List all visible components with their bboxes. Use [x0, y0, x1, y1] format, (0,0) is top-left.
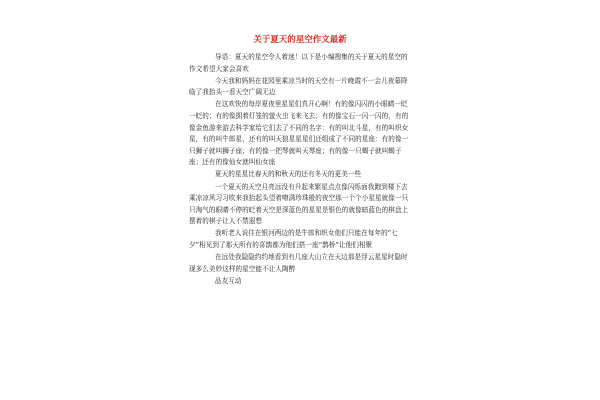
- paragraph: 今天我和妈妈在花园里乘凉当时的天空有一片晚霞不一会儿夜幕降临了我抬头一看天空广阔无边: [189, 76, 408, 97]
- document-title: 关于夏天的星空作文最新: [253, 35, 347, 45]
- paragraph: 夏天的星星比春天的和秋天的还有冬天的更美一些: [215, 170, 362, 179]
- paragraph: 一个夏天的天空月亮远没有升起来繁星点点像闪烁面我跑到楼下去乘凉凉风习习吹来我抬起头望着嘹满珍珠般的夜空那一个个小星星就像一只只淘气的眼睛不停的眨着天空是深蓝色的星星是银色的就像暗蓝色的棋盘上摆着的棋子让人不禁遐想: [189, 182, 409, 226]
- paragraph: 在这欢快的每岸夏夜里星星们真开心啊！有的像闪闪的小眼睛一眨一眨的；有的像拥着灯笼的萤火虫飞来飞去；有的像宝石一闪一闪的，有的像金鱼游来游去科学家给它们去了不同的名字：有的叫北斗星，有的叫织女星，有的叫牛郎星，还有的叫天狼星星星们还组成了不同的星座：有的像一只狮子就叫狮子座；有的像一把琴就叫天琴座；有的像一只蝎子就叫蝎子座；还有的像仙女就叫仙女座: [189, 100, 409, 167]
- paragraph: 我听老人说住在银河两边的是牛郎和织女他们只能在每年的“七夕”相见到了那天所有的喜鹊都为他们搭一座“鹊桥”让他们相聚: [189, 229, 398, 249]
- paragraph-footer: 品友互动: [215, 277, 242, 286]
- paragraph: 在远处我隐隐约约地看到有几座大山立在天边那是浮云星星时隐时现多么美妙这样的星空能不让人陶醉: [189, 253, 408, 273]
- paragraph-intro: 导语：夏天的星空令人着迷！以下是小编搜集的关于夏天的星空的作文希望大家会喜欢: [189, 53, 408, 73]
- document-body: [189, 34, 411, 288]
